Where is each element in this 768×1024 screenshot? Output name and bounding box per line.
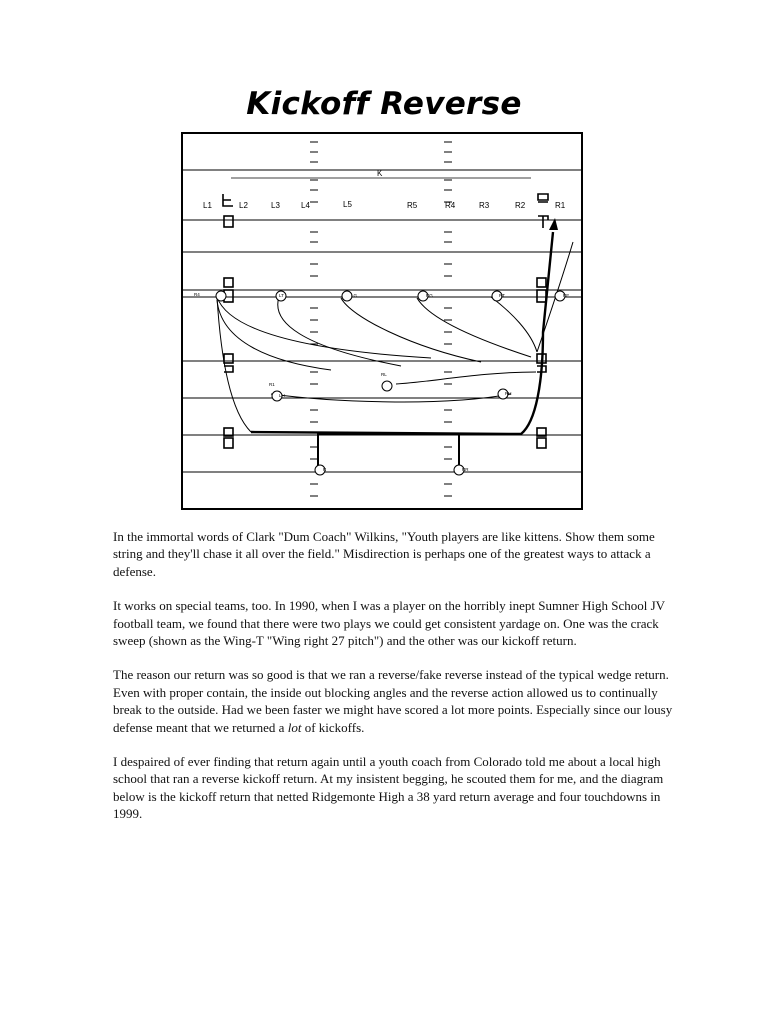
player-label: RH <box>505 391 512 396</box>
player-label: RR <box>462 467 469 472</box>
emphasis-text: lot <box>287 719 302 735</box>
kick-team-labels <box>203 200 566 210</box>
returner-players <box>315 465 464 475</box>
paragraph: It works on special teams, too. In 1990, when I was a player on the horribly inept Sumner High School JV football team, we found that there were two plays we could get consistent yardage on. One was the crack sweep (shown as the Wing-T "Wing right 27 pitch") and the other was our kickoff return. <box>113 598 665 649</box>
player-label: LT <box>279 293 284 298</box>
player-label: LH <box>279 393 285 398</box>
play-diagram <box>181 132 583 510</box>
player-label: R <box>323 467 327 472</box>
paragraph-text: of kickoffs. <box>301 719 365 735</box>
paragraph: I despaired of ever finding that return again until a youth coach from Colorado told me about a local high school that ran a reverse kickoff return. At my insistent begging, he scouted them for me, and the diagram below is the kickoff return that netted Ridgemonte High a 38 yard return average and four touchdowns in 1999. <box>113 754 664 822</box>
yard-lines <box>182 170 582 472</box>
paragraph: In the immortal words of Clark "Dum Coach" Wilkins, "Youth players are like kittens. Show them some string and they'll chase it all over the field." Misdirection is perhaps one of the greatest ways to attack a defense. <box>113 529 655 579</box>
kick-team-label: R4 <box>445 201 456 210</box>
kick-team-label: L3 <box>271 201 280 210</box>
paragraph-text: The reason our return was so good is that we ran a reverse/fake reverse instead of the typical wedge return. Even with proper contain, the inside out blocking angles and the reverse action allowed us to continually break to the outside. Had we been faster we might have scored a lot more points. Especially since our lousy defense meant that we returned a <box>113 667 673 735</box>
kick-team-label: L4 <box>301 201 310 210</box>
handoff-box <box>318 434 459 470</box>
front-line-players <box>216 291 565 301</box>
player-label: R1 <box>269 382 275 387</box>
sideline-glyphs <box>223 194 548 448</box>
kick-team-label: R1 <box>555 201 566 210</box>
page-title: Kickoff Reverse <box>246 86 522 122</box>
player-label: RT <box>499 293 505 298</box>
article-body <box>113 528 673 840</box>
player-label: RE <box>563 293 570 298</box>
kick-team-label: R2 <box>515 201 526 210</box>
player-label: R4 <box>194 292 200 297</box>
blocking-paths <box>217 242 573 432</box>
kicker-label: K <box>377 169 383 178</box>
kick-team-label: L2 <box>239 201 248 210</box>
kick-team-label: L5 <box>343 200 352 209</box>
kick-team-label: R3 <box>479 201 490 210</box>
player-label: LG <box>351 293 358 298</box>
paragraph <box>113 666 673 736</box>
kick-team-label: L1 <box>203 201 212 210</box>
kick-team-label: R5 <box>407 201 418 210</box>
player-label: RL <box>381 372 387 377</box>
hash-marks <box>310 142 452 496</box>
player-label: RG <box>426 293 433 298</box>
